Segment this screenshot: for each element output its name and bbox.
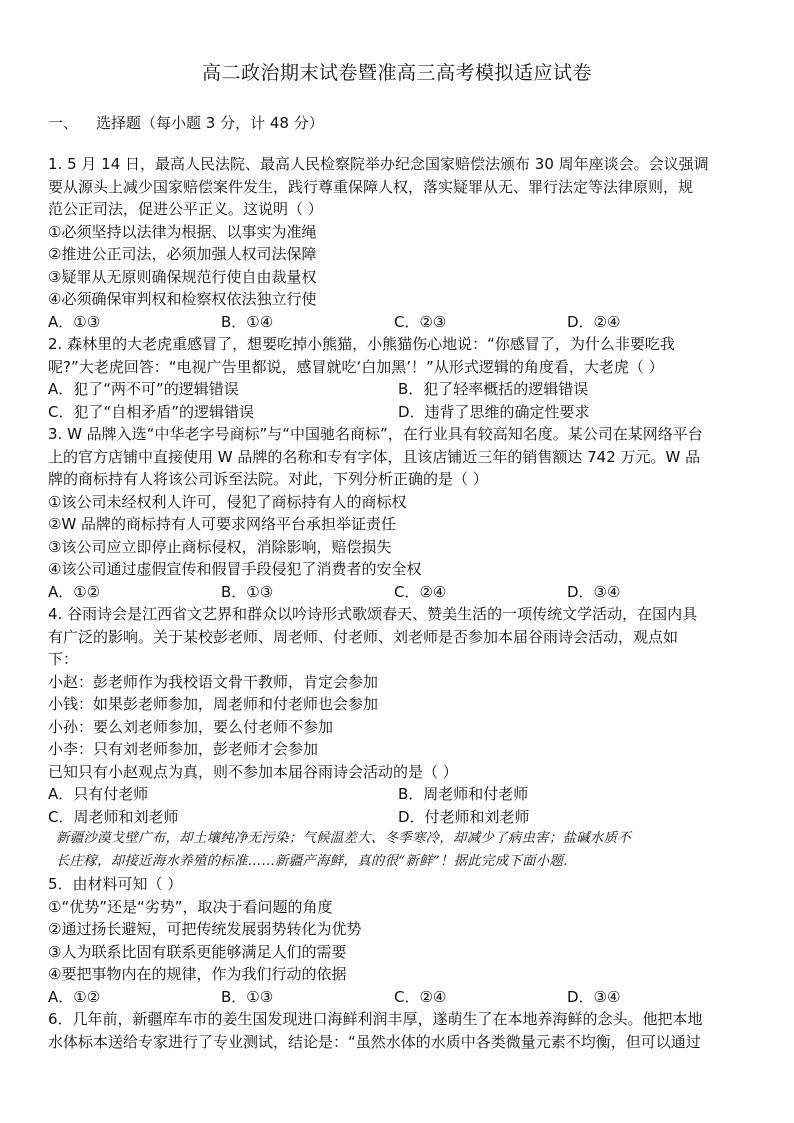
question-6	[48, 1008, 748, 1053]
question-stem-line: 5．由材料可知（ ）	[48, 875, 183, 893]
exam-title: 高二政治期末试卷暨准高三高考模拟适应试卷	[201, 62, 592, 84]
statement-item: ③疑罪从无原则确保规范行使自由裁量权	[48, 267, 317, 286]
statement-item: ②通过扬长避短，可把传统发展弱势转化为优势	[48, 920, 362, 938]
question-stem-line: 1. 5 月 14 日，最高人民法院、最高人民检察院举办纪念国家赔偿法颁布 30 周年座谈会。会议强调	[48, 155, 709, 173]
section-label: 选择题（每小题 3 分，计 48 分）	[96, 114, 324, 132]
statement-item: 小赵：彭老师作为我校语文骨干教师，肯定会参加	[48, 672, 379, 691]
question-stem-line: 上的官方店铺中直接使用 W 品牌的名称和专有字体，且该店铺近三年的销售额达 742 万元。W 品	[48, 447, 701, 466]
option-b: B．犯了轻率概括的逻辑错误	[398, 380, 589, 398]
option-c: C．②④	[394, 582, 447, 601]
question-2	[48, 333, 748, 423]
question-stem-line: 范公正司法，促进公平正义。这说明（ ）	[48, 200, 323, 218]
question-stem-line: 3. W 品牌入选“中华老字号商标”与“中国驰名商标”，在行业具有较高知名度。某公司在某网络平台	[48, 425, 703, 443]
statement-item: ①必须坚持以法律为根据、以事实为准绳	[48, 222, 317, 241]
question-stem-line: 6．几年前，新疆库车市的姜生国发现进口海鲜利润丰厚，遂萌生了在本地养海鲜的念头。他把本地	[48, 1010, 703, 1028]
section-number: 一、	[48, 114, 79, 132]
answer-options	[48, 581, 748, 604]
statement-item: 小钱：如果彭老师参加，周老师和付老师也会参加	[48, 695, 379, 713]
exam-body	[48, 153, 748, 1053]
statement-item: ④该公司通过虚假宣传和假冒手段侵犯了消费者的安全权	[48, 560, 422, 578]
question-stem-line: 4. 谷雨诗会是江西省文艺界和群众以吟诗形式歌颂春天、赞美生活的一项传统文学活动，在国内具	[48, 605, 698, 623]
question-1	[48, 153, 748, 333]
statement-item: ①“优势”还是“劣势”，取决于看问题的角度	[48, 897, 333, 916]
statement-item: ①该公司未经权利人许可，侵犯了商标持有人的商标权	[48, 492, 407, 511]
option-c: C．②③	[394, 312, 447, 331]
question-5	[48, 873, 748, 1008]
option-a: A．①③	[48, 312, 101, 331]
option-d: D．违背了思维的确定性要求	[398, 402, 590, 421]
question-stem-line: 呢?”大老虎回答：“电视广告里都说，感冒就吃‘白加黑’！”从形式逻辑的角度看，大老虎（ ）	[48, 357, 664, 376]
option-d: D．③④	[567, 987, 621, 1006]
option-d: D．②④	[567, 312, 621, 331]
statement-item: ④必须确保审判权和检察权依法独立行使	[48, 290, 317, 308]
answer-options	[48, 806, 748, 829]
option-b: B．①③	[221, 987, 274, 1006]
question-stem-line: 要从源头上减少国家赔偿案件发生，践行尊重保障人权，落实疑罪从无、罪行法定等法律原则，规	[48, 177, 694, 196]
question-stem-line: 有广泛的影响。关于某校彭老师、周老师、付老师、刘老师是否参加本届谷雨诗会活动，观点如	[48, 627, 679, 646]
option-c: C．犯了“自相矛盾”的逻辑错误	[48, 402, 255, 421]
answer-options	[48, 783, 748, 806]
answer-options	[48, 401, 748, 424]
answer-options	[48, 378, 748, 401]
option-d: D．付老师和刘老师	[398, 807, 530, 826]
section-heading	[48, 112, 324, 133]
option-d: D．③④	[567, 582, 621, 601]
question-stem-line: 2. 森林里的大老虎重感冒了，想要吃掉小熊猫，小熊猫伤心地说：“你感冒了，为什么非要吃我	[48, 335, 675, 353]
reading-material	[48, 828, 748, 873]
option-b: B．①④	[221, 312, 274, 331]
question-stem-line: 牌的商标持有人将该公司诉至法院。对此，下列分析正确的是（ ）	[48, 470, 488, 488]
statement-item: ②W 品牌的商标持有人可要求网络平台承担举证责任	[48, 515, 397, 533]
statement-item: 小孙：要么刘老师参加，要么付老师不参加	[48, 717, 334, 736]
statement-item: ④要把事物内在的规律，作为我们行动的依据	[48, 965, 347, 983]
statement-item: ③该公司应立即停止商标侵权，消除影响，赔偿损失	[48, 537, 392, 556]
question-3	[48, 423, 748, 603]
option-c: C．②④	[394, 987, 447, 1006]
question-stem-line: 下：	[48, 650, 79, 668]
option-b: B．周老师和付老师	[398, 785, 529, 803]
answer-options	[48, 986, 748, 1009]
option-a: A．①②	[48, 987, 101, 1006]
statement-item: ②推进公正司法，必须加强人权司法保障	[48, 245, 317, 263]
question-stem-line: 水体标本送给专家进行了专业测试，结论是：“虽然水体的水质中各类微量元素不均衡，但可以通过	[48, 1032, 701, 1051]
option-c: C．周老师和刘老师	[48, 807, 179, 826]
option-a: A．①②	[48, 582, 101, 601]
option-a: A．犯了“两不可”的逻辑错误	[48, 380, 239, 398]
question-4	[48, 603, 748, 828]
option-a: A．只有付老师	[48, 785, 149, 803]
question-prompt: 已知只有小赵观点为真，则不参加本届谷雨诗会活动的是（ ）	[48, 762, 458, 781]
statement-item: ③人为联系比固有联系更能够满足人们的需要	[48, 942, 347, 961]
statement-item: 小李：只有刘老师参加，彭老师才会参加	[48, 740, 319, 758]
material-line: 长庄稼，却接近海水养殖的标准……新疆产海鲜，真的很“新鲜”！据此完成下面小题.	[56, 853, 568, 869]
option-b: B．①③	[221, 582, 274, 601]
answer-options	[48, 311, 748, 334]
material-line: 新疆沙漠戈壁广布，却土壤纯净无污染；气候温差大、冬季寒冷，却减少了病虫害；盐碱水质不	[56, 831, 632, 846]
